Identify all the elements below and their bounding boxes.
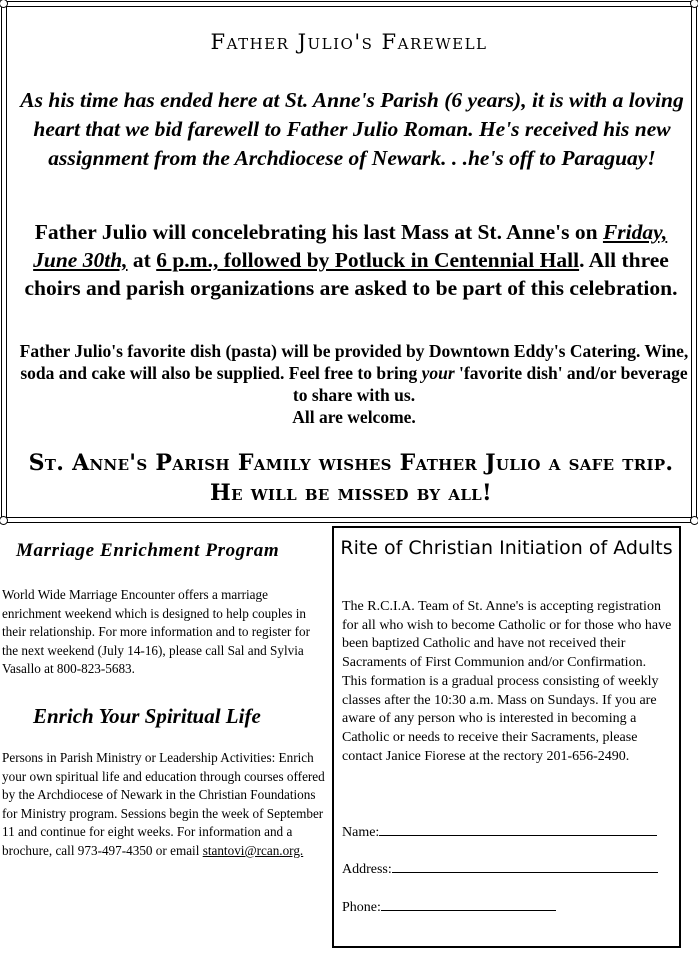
marriage-heading: Marriage Enrichment Program (16, 540, 280, 561)
mass-text-at: at (127, 248, 157, 272)
phone-field (342, 896, 556, 916)
rcia-title: Rite of Christian Initiation of Adults (340, 537, 673, 559)
mass-date: Friday, June 30th, (33, 220, 668, 272)
address-blank-line[interactable] (392, 858, 658, 873)
name-label: Name: (342, 825, 380, 840)
dish-text-your: your (421, 363, 455, 383)
mass-time: 6 p.m., followed by Potluck in Centennial Hall (156, 248, 580, 272)
all-welcome: All are welcome. (292, 407, 416, 427)
address-label: Address: (342, 862, 392, 877)
dish-text-pre: Father Julio's favorite dish (pasta) will be provided by Downtown Eddy's Catering. Wine, soda and cake will also be supplied. Feel free to bring (19, 341, 689, 383)
email-link[interactable]: stantovi@rcan.org. (202, 842, 304, 858)
rcia-body (342, 598, 678, 766)
farewell-intro: As his time has ended here at St. Anne's Parish (6 years), it is with a loving heart that we bid farewell to Father Julio Roman. He's received his new assignment from the Archdiocese of Newark. . .he's off to Paraguay! (20, 88, 684, 170)
farewell-title: Father Julio's Farewell (210, 30, 488, 54)
address-field (342, 858, 658, 878)
rcia-paragraph-1: The R.C.I.A. Team of St. Anne's is accepting registration for all who wish to become Catholic or for those who have been baptized Catholic and have not received their Sacraments of First Communion and/or Confirmation. (342, 599, 672, 671)
enrich-body-text: Persons in Parish Ministry or Leadership Activities: Enrich your own spiritual life and education through courses offered by the Archdiocese of Newark in the Christian Foundations for Ministry program. Sessions begin the week of September 11 and continue for eight weeks. For information and a brochure, call 973-497-4350 or email (2, 750, 325, 858)
enrich-body (2, 749, 328, 861)
favorite-dish-paragraph (12, 340, 696, 428)
mass-announcement (12, 218, 690, 302)
farewell-wish: St. Anne's Parish Family wishes Father Julio a safe trip. He will be missed by all! (28, 450, 674, 506)
dish-text-post: 'favorite dish' and/or beverage to share with us. (292, 363, 688, 405)
phone-label: Phone: (342, 900, 381, 915)
enrich-heading: Enrich Your Spiritual Life (33, 704, 261, 728)
rcia-box (332, 526, 681, 948)
name-field (342, 821, 657, 841)
name-blank-line[interactable] (379, 821, 657, 836)
mass-text-pre: Father Julio will concelebrating his last Mass at St. Anne's on (34, 220, 603, 244)
rcia-paragraph-2: This formation is a gradual process consisting of weekly classes after the 10:30 a.m. Mass on Sundays. If you are aware of any person who is interested in becoming a Catholic or needs to receive their Sacraments, please contact Janice Fiorese at the rectory 201-656-2490. (342, 673, 659, 764)
marriage-body: World Wide Marriage Encounter offers a marriage enrichment weekend which is designed to help couples in their relationship. For more information and to register for the next weekend (July 14-16), please call Sal and Sylvia Vasallo at 800-823-5683. (2, 587, 310, 677)
mass-text-post: . All three choirs and parish organizations are asked to be part of this celebration. (24, 248, 678, 300)
phone-blank-line[interactable] (381, 896, 556, 911)
